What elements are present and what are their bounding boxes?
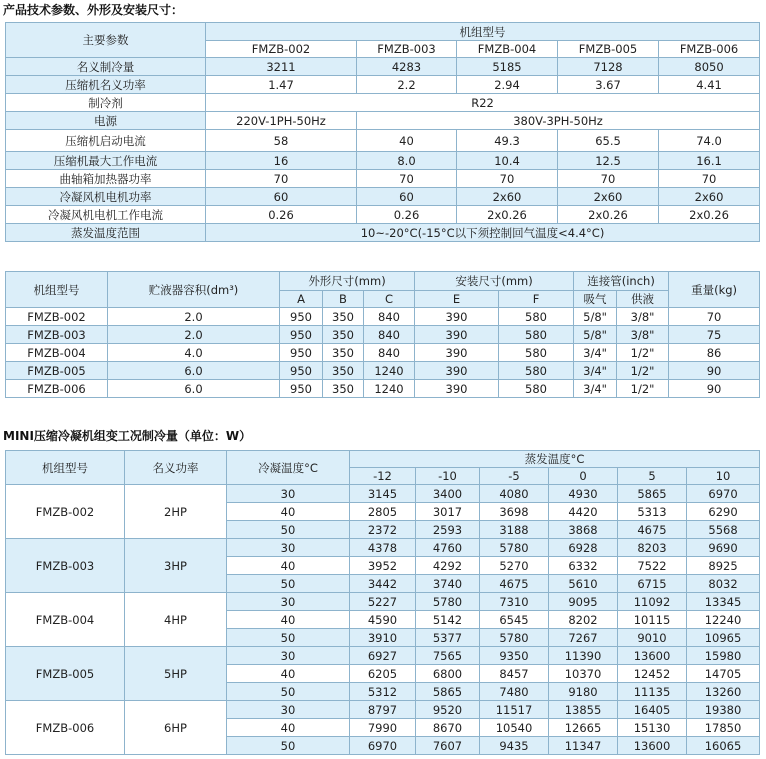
cell: 950 — [280, 344, 323, 362]
cell: 580 — [499, 380, 574, 398]
cond-temp-header: 冷凝温度°C — [227, 451, 350, 485]
capacity-cell: 7565 — [416, 647, 480, 665]
capacity-cell: 8203 — [618, 539, 687, 557]
capacity-cell: 3017 — [416, 503, 480, 521]
row-label: 压缩机名义功率 — [6, 76, 206, 94]
cell: 1/2" — [617, 344, 669, 362]
cell: 840 — [364, 344, 415, 362]
cell: 70 — [558, 170, 659, 188]
cell: 8050 — [659, 58, 760, 76]
capacity-cell: 3868 — [549, 521, 618, 539]
refrigerant-value: R22 — [206, 94, 760, 112]
row-label: 冷凝风机电机工作电流 — [6, 206, 206, 224]
cell: 350 — [323, 344, 364, 362]
cell: 70 — [206, 170, 357, 188]
cell: 840 — [364, 308, 415, 326]
cell: 2x0.26 — [659, 206, 760, 224]
cell: 580 — [499, 308, 574, 326]
row-label: 名义制冷量 — [6, 58, 206, 76]
cell: FMZB-005 — [6, 362, 108, 380]
cell: 60 — [206, 188, 357, 206]
capacity-cell: 2593 — [416, 521, 480, 539]
cond-temp-cell: 40 — [227, 719, 350, 737]
capacity-cell: 9010 — [618, 629, 687, 647]
cell: 3/4" — [574, 362, 617, 380]
cell: 7128 — [558, 58, 659, 76]
row-label: 制冷剂 — [6, 94, 206, 112]
capacity-cell: 3910 — [350, 629, 416, 647]
capacity-cell: 4378 — [350, 539, 416, 557]
cell: 390 — [415, 380, 499, 398]
section-title-specs: 产品技术参数、外形及安装尺寸： — [3, 3, 184, 17]
power-cell: 4HP — [125, 593, 227, 647]
capacity-cell: 8925 — [687, 557, 760, 575]
cell: 840 — [364, 326, 415, 344]
cond-temp-cell: 50 — [227, 629, 350, 647]
cell: 390 — [415, 326, 499, 344]
table-row — [6, 539, 760, 557]
capacity-cell: 6928 — [549, 539, 618, 557]
power-header: 名义功率 — [125, 451, 227, 485]
capacity-cell: 6800 — [416, 665, 480, 683]
capacity-cell: 5780 — [480, 539, 549, 557]
evap-temp: -12 — [350, 468, 416, 485]
capacity-cell: 4675 — [618, 521, 687, 539]
capacity-cell: 15130 — [618, 719, 687, 737]
cell: 2x0.26 — [457, 206, 558, 224]
model-header: FMZB-003 — [357, 41, 457, 58]
capacity-cell: 10115 — [618, 611, 687, 629]
power-cell: 2HP — [125, 485, 227, 539]
sub-header: C — [364, 291, 415, 308]
capacity-cell: 3952 — [350, 557, 416, 575]
model-header: FMZB-005 — [558, 41, 659, 58]
cell: 390 — [415, 362, 499, 380]
cond-temp-cell: 30 — [227, 539, 350, 557]
capacity-cell: 8032 — [687, 575, 760, 593]
evap-temp: 5 — [618, 468, 687, 485]
cond-temp-cell: 30 — [227, 485, 350, 503]
dims-header: 外形尺寸(mm) — [280, 272, 415, 291]
capacity-cell: 5312 — [350, 683, 416, 701]
sub-header: A — [280, 291, 323, 308]
capacity-cell: 5865 — [416, 683, 480, 701]
receiver-header: 贮液器容积(dm³) — [108, 272, 280, 308]
sub-header: E — [415, 291, 499, 308]
row-label: 冷凝风机电机功率 — [6, 188, 206, 206]
cell: 2.0 — [108, 326, 280, 344]
capacity-cell: 6715 — [618, 575, 687, 593]
capacity-cell: 13345 — [687, 593, 760, 611]
capacity-cell: 5610 — [549, 575, 618, 593]
cell: 10.4 — [457, 152, 558, 170]
cond-temp-cell: 50 — [227, 575, 350, 593]
model-cell: FMZB-002 — [6, 485, 125, 539]
model-header: 机组型号 — [6, 451, 125, 485]
evap-temp: 0 — [549, 468, 618, 485]
sub-header: F — [499, 291, 574, 308]
power-cell: 6HP — [125, 701, 227, 755]
dimensions-table — [5, 271, 760, 398]
cell: 86 — [669, 344, 760, 362]
evap-temp: -10 — [416, 468, 480, 485]
cell: 350 — [323, 308, 364, 326]
cell: 3211 — [206, 58, 357, 76]
cell: 3.67 — [558, 76, 659, 94]
cell: 2.94 — [457, 76, 558, 94]
capacity-cell: 9520 — [416, 701, 480, 719]
cond-temp-cell: 30 — [227, 647, 350, 665]
cell: 90 — [669, 380, 760, 398]
cell: 16 — [206, 152, 357, 170]
capacity-cell: 14705 — [687, 665, 760, 683]
row-label: 电源 — [6, 112, 206, 130]
cell: 4.41 — [659, 76, 760, 94]
capacity-cell: 13260 — [687, 683, 760, 701]
capacity-cell: 6290 — [687, 503, 760, 521]
cond-temp-cell: 40 — [227, 665, 350, 683]
capacity-cell: 6205 — [350, 665, 416, 683]
section-title-capacity: MINI压缩冷凝机组变工况制冷量（单位：W） — [3, 429, 252, 443]
power-cell: 5HP — [125, 647, 227, 701]
cell: 950 — [280, 308, 323, 326]
cell: 1.47 — [206, 76, 357, 94]
power-three-phase: 380V-3PH-50Hz — [357, 112, 760, 130]
row-label: 曲轴箱加热器功率 — [6, 170, 206, 188]
capacity-cell: 3145 — [350, 485, 416, 503]
cell: 580 — [499, 362, 574, 380]
capacity-cell: 3740 — [416, 575, 480, 593]
cell: 390 — [415, 344, 499, 362]
cond-temp-cell: 50 — [227, 521, 350, 539]
capacity-cell: 7310 — [480, 593, 549, 611]
evap-range-value: 10~-20°C(-15°C以下须控制回气温度<4.4°C) — [206, 224, 760, 242]
cond-temp-cell: 40 — [227, 503, 350, 521]
capacity-cell: 7267 — [549, 629, 618, 647]
capacity-cell: 5227 — [350, 593, 416, 611]
cell: 3/8" — [617, 326, 669, 344]
cell: 65.5 — [558, 130, 659, 152]
cell: 70 — [457, 170, 558, 188]
cond-temp-cell: 30 — [227, 593, 350, 611]
capacity-cell: 4292 — [416, 557, 480, 575]
row-label: 压缩机启动电流 — [6, 130, 206, 152]
cell: 4.0 — [108, 344, 280, 362]
capacity-cell: 7522 — [618, 557, 687, 575]
cell: 2x60 — [659, 188, 760, 206]
capacity-cell: 3400 — [416, 485, 480, 503]
capacity-cell: 7990 — [350, 719, 416, 737]
capacity-cell: 8202 — [549, 611, 618, 629]
cell: 49.3 — [457, 130, 558, 152]
cell: 5/8" — [574, 326, 617, 344]
capacity-cell: 16065 — [687, 737, 760, 755]
capacity-cell: 19380 — [687, 701, 760, 719]
cell: 2x0.26 — [558, 206, 659, 224]
capacity-cell: 5270 — [480, 557, 549, 575]
cell: 0.26 — [206, 206, 357, 224]
capacity-cell: 16405 — [618, 701, 687, 719]
capacity-cell: 17850 — [687, 719, 760, 737]
capacity-cell: 9690 — [687, 539, 760, 557]
capacity-cell: 4420 — [549, 503, 618, 521]
cell: 2.0 — [108, 308, 280, 326]
cell: 70 — [669, 308, 760, 326]
cell: 58 — [206, 130, 357, 152]
capacity-cell: 8457 — [480, 665, 549, 683]
capacity-cell: 4760 — [416, 539, 480, 557]
capacity-cell: 4080 — [480, 485, 549, 503]
capacity-table — [5, 450, 760, 755]
cell: 70 — [357, 170, 457, 188]
cell: 5185 — [457, 58, 558, 76]
cell: 1240 — [364, 380, 415, 398]
sub-header: 吸气 — [574, 291, 617, 308]
cell: 1240 — [364, 362, 415, 380]
capacity-cell: 3698 — [480, 503, 549, 521]
capacity-cell: 10540 — [480, 719, 549, 737]
cell: 350 — [323, 380, 364, 398]
cell: 70 — [659, 170, 760, 188]
capacity-cell: 9435 — [480, 737, 549, 755]
capacity-cell: 4930 — [549, 485, 618, 503]
weight-header: 重量(kg) — [669, 272, 760, 308]
cond-temp-cell: 30 — [227, 701, 350, 719]
power-single-phase: 220V-1PH-50Hz — [206, 112, 357, 130]
unit-model-header: 机组型号 — [206, 23, 760, 41]
cell: 4283 — [357, 58, 457, 76]
capacity-cell: 13855 — [549, 701, 618, 719]
cell: 8.0 — [357, 152, 457, 170]
cond-temp-cell: 50 — [227, 737, 350, 755]
evap-temp-header: 蒸发温度°C — [350, 451, 760, 468]
row-label: 压缩机最大工作电流 — [6, 152, 206, 170]
capacity-cell: 6970 — [350, 737, 416, 755]
cond-temp-cell: 50 — [227, 683, 350, 701]
capacity-cell: 9095 — [549, 593, 618, 611]
capacity-cell: 13600 — [618, 647, 687, 665]
capacity-cell: 5377 — [416, 629, 480, 647]
pipe-header: 连接管(inch) — [574, 272, 669, 291]
cell: 580 — [499, 344, 574, 362]
capacity-cell: 2805 — [350, 503, 416, 521]
table-row — [6, 485, 760, 503]
install-header: 安装尺寸(mm) — [415, 272, 574, 291]
cond-temp-cell: 40 — [227, 557, 350, 575]
specs-table — [5, 22, 760, 242]
capacity-cell: 8670 — [416, 719, 480, 737]
capacity-cell: 11390 — [549, 647, 618, 665]
cell: 3/8" — [617, 308, 669, 326]
cell: 60 — [357, 188, 457, 206]
capacity-cell: 3442 — [350, 575, 416, 593]
capacity-cell: 12240 — [687, 611, 760, 629]
cell: 1/2" — [617, 380, 669, 398]
cell: 950 — [280, 362, 323, 380]
cell: 580 — [499, 326, 574, 344]
capacity-cell: 15980 — [687, 647, 760, 665]
main-param-header: 主要参数 — [6, 23, 206, 58]
cell: FMZB-002 — [6, 308, 108, 326]
cell: 5/8" — [574, 308, 617, 326]
capacity-cell: 11517 — [480, 701, 549, 719]
cell: 2x60 — [457, 188, 558, 206]
cell: FMZB-006 — [6, 380, 108, 398]
capacity-cell: 6970 — [687, 485, 760, 503]
cell: 40 — [357, 130, 457, 152]
sub-header: B — [323, 291, 364, 308]
capacity-cell: 9350 — [480, 647, 549, 665]
capacity-cell: 12452 — [618, 665, 687, 683]
cell: 950 — [280, 380, 323, 398]
cell: 90 — [669, 362, 760, 380]
capacity-cell: 10965 — [687, 629, 760, 647]
model-cell: FMZB-003 — [6, 539, 125, 593]
capacity-cell: 10370 — [549, 665, 618, 683]
capacity-cell: 5780 — [480, 629, 549, 647]
cell: 16.1 — [659, 152, 760, 170]
model-header: FMZB-002 — [206, 41, 357, 58]
capacity-cell: 6332 — [549, 557, 618, 575]
capacity-cell: 2372 — [350, 521, 416, 539]
cell: FMZB-003 — [6, 326, 108, 344]
model-header: FMZB-004 — [457, 41, 558, 58]
cell: 6.0 — [108, 362, 280, 380]
capacity-cell: 11135 — [618, 683, 687, 701]
table-row — [6, 593, 760, 611]
evap-temp: 10 — [687, 468, 760, 485]
capacity-cell: 5313 — [618, 503, 687, 521]
capacity-cell: 6545 — [480, 611, 549, 629]
capacity-cell: 5142 — [416, 611, 480, 629]
cell: FMZB-004 — [6, 344, 108, 362]
model-cell: FMZB-005 — [6, 647, 125, 701]
cell: 1/2" — [617, 362, 669, 380]
model-cell: FMZB-004 — [6, 593, 125, 647]
cell: 350 — [323, 362, 364, 380]
capacity-cell: 3188 — [480, 521, 549, 539]
capacity-cell: 6927 — [350, 647, 416, 665]
capacity-cell: 5568 — [687, 521, 760, 539]
cell: 350 — [323, 326, 364, 344]
model-header: 机组型号 — [6, 272, 108, 308]
capacity-cell: 8797 — [350, 701, 416, 719]
capacity-cell: 13600 — [618, 737, 687, 755]
cell: 75 — [669, 326, 760, 344]
cond-temp-cell: 40 — [227, 611, 350, 629]
sub-header: 供液 — [617, 291, 669, 308]
capacity-cell: 7607 — [416, 737, 480, 755]
capacity-cell: 12665 — [549, 719, 618, 737]
capacity-cell: 7480 — [480, 683, 549, 701]
cell: 74.0 — [659, 130, 760, 152]
capacity-cell: 11092 — [618, 593, 687, 611]
capacity-cell: 4590 — [350, 611, 416, 629]
capacity-cell: 5865 — [618, 485, 687, 503]
cell: 0.26 — [357, 206, 457, 224]
cell: 950 — [280, 326, 323, 344]
cell: 6.0 — [108, 380, 280, 398]
capacity-cell: 4675 — [480, 575, 549, 593]
capacity-cell: 11347 — [549, 737, 618, 755]
cell: 2.2 — [357, 76, 457, 94]
cell: 3/4" — [574, 344, 617, 362]
model-header: FMZB-006 — [659, 41, 760, 58]
row-label: 蒸发温度范围 — [6, 224, 206, 242]
capacity-cell: 5780 — [416, 593, 480, 611]
table-row — [6, 701, 760, 719]
table-row — [6, 647, 760, 665]
cell: 2x60 — [558, 188, 659, 206]
evap-temp: -5 — [480, 468, 549, 485]
cell: 390 — [415, 308, 499, 326]
power-cell: 3HP — [125, 539, 227, 593]
model-cell: FMZB-006 — [6, 701, 125, 755]
cell: 3/4" — [574, 380, 617, 398]
cell: 12.5 — [558, 152, 659, 170]
capacity-cell: 9180 — [549, 683, 618, 701]
